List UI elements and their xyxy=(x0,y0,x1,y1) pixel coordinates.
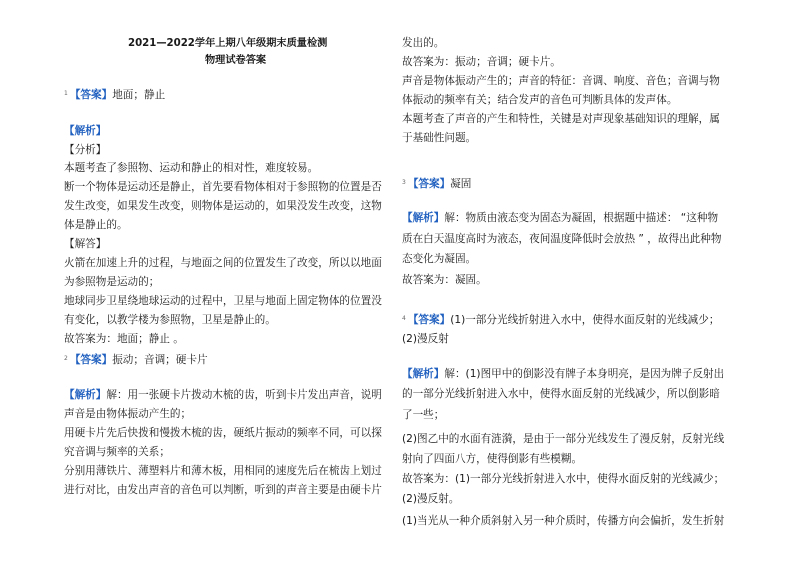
text-line: 究音调与频率的关系； xyxy=(64,446,170,458)
analysis-tag: 【解析】 xyxy=(64,389,107,401)
fenxi-tag: 【分析】 xyxy=(64,144,107,156)
q1-number: 1 xyxy=(64,90,68,97)
text-line: 质在白天温度高时为液态，夜间温度降低时会放热 ” ，故得出此种物 xyxy=(402,233,722,245)
answer-tag: 【答案】 xyxy=(69,89,113,101)
exam-title: 2021—2022学年上期八年级期末质量检测 xyxy=(128,38,328,49)
answer-tag: 【答案】 xyxy=(69,354,113,366)
answer-tag: 【答案】 xyxy=(407,178,451,190)
text-line: 解：物质由液态变为固态为凝固，根据题中描述： “这种物 xyxy=(444,212,719,224)
q4-analysis-line xyxy=(402,367,724,381)
analysis-tag: 【解析】 xyxy=(64,125,107,137)
text-line: 射向了四面八方，使得倒影有些模糊。 xyxy=(402,453,583,465)
text-line: 分别用薄铁片、薄塑料片和薄木板，用相同的速度先后在梳齿上划过 xyxy=(64,465,382,477)
text-line: 体是静止的。 xyxy=(64,219,128,231)
text-line: 声音是物体振动产生的；声音的特征：音调、响度、音色；音调与物 xyxy=(402,75,720,87)
text-line: 体振动的频率有关；结合发声的音色可判断具体的发声体。 xyxy=(402,94,678,106)
q1-answer-line xyxy=(64,87,165,102)
text-line: 火箭在加速上升的过程，与地面之间的位置发生了改变，所以以地面 xyxy=(64,257,382,269)
analysis-tag: 【解析】 xyxy=(402,368,445,380)
text-line: 态变化为凝固。 xyxy=(402,253,477,265)
text-line: 了一些； xyxy=(402,409,445,421)
text-line: 于基础性问题。 xyxy=(402,132,477,144)
text-line: 的一部分光线折射进入水中，使得水面反射的光线减少，所以倒影暗 xyxy=(402,388,720,400)
q2-number: 2 xyxy=(64,355,68,362)
text-line: 有变化，以教学楼为参照物，卫星是静止的。 xyxy=(64,314,276,326)
q3-analysis-line xyxy=(402,211,718,225)
q4-answer: (1)一部分光线折射进入水中，使得水面反射的光线减少； xyxy=(450,314,720,326)
text-line: 故答案为：凝固。 xyxy=(402,274,487,286)
text-line: (2)漫反射 xyxy=(402,333,449,345)
text-line: 用硬卡片先后快拨和慢拨木梳的齿，硬纸片振动的频率不同，可以探 xyxy=(64,427,382,439)
text-line: 断一个物体是运动还是静止，首先要看物体相对于参照物的位置是否 xyxy=(64,181,382,193)
text-line: 解：用一张硬卡片拨动木梳的齿，听到卡片发出声音，说明 xyxy=(106,389,382,401)
q2-answer-line xyxy=(64,352,208,367)
text-line: 发出的。 xyxy=(402,37,445,49)
q3-answer: 凝固 xyxy=(450,178,472,190)
text-line: 进行对比，由发出声音的音色可以判断，听到的声音主要是由硬卡片 xyxy=(64,484,382,496)
text-line: (1)当光从一种介质斜射入另一种介质时，传播方向会偏折，发生折射 xyxy=(402,515,725,527)
q4-answer-line xyxy=(402,312,719,327)
jieda-tag: 【解答】 xyxy=(64,238,107,250)
q3-answer-line xyxy=(402,176,471,191)
analysis-tag: 【解析】 xyxy=(402,212,445,224)
text-line: 为参照物是运动的； xyxy=(64,276,160,288)
text-line: 故答案为：振动；音调；硬卡片。 xyxy=(402,56,561,68)
text-line: 地球同步卫星绕地球运动的过程中，卫星与地面上固定物体的位置没 xyxy=(64,295,382,307)
text-line: 故答案为：地面；静止 。 xyxy=(64,333,184,345)
text-line: 本题考查了参照物、运动和静止的相对性，难度较易。 xyxy=(64,162,319,174)
q2-analysis-line xyxy=(64,388,382,402)
answer-tag: 【答案】 xyxy=(407,314,451,326)
text-line: 声音是由物体振动产生的； xyxy=(64,408,192,420)
answer-title: 物理试卷答案 xyxy=(205,55,267,66)
text-line: 本题考查了声音的产生和特性，关键是对声现象基础知识的理解，属 xyxy=(402,113,720,125)
q1-answer: 地面；静止 xyxy=(112,89,166,101)
text-line: 解：(1)图甲中的倒影没有牌子本身明亮，是因为牌子反射出 xyxy=(444,368,725,380)
text-line: (2)图乙中的水面有涟漪，是由于一部分光线发生了漫反射，反射光线 xyxy=(402,433,725,445)
q3-number: 3 xyxy=(402,179,406,186)
text-line: (2)漫反射。 xyxy=(402,493,460,505)
text-line: 发生改变，如果发生改变，则物体是运动的，如果没发生改变，这物 xyxy=(64,200,382,212)
text-line: 故答案为：(1)一部分光线折射进入水中，使得水面反射的光线减少； xyxy=(402,473,725,485)
q2-answer: 振动；音调；硬卡片 xyxy=(112,354,208,366)
q4-number: 4 xyxy=(402,315,406,322)
